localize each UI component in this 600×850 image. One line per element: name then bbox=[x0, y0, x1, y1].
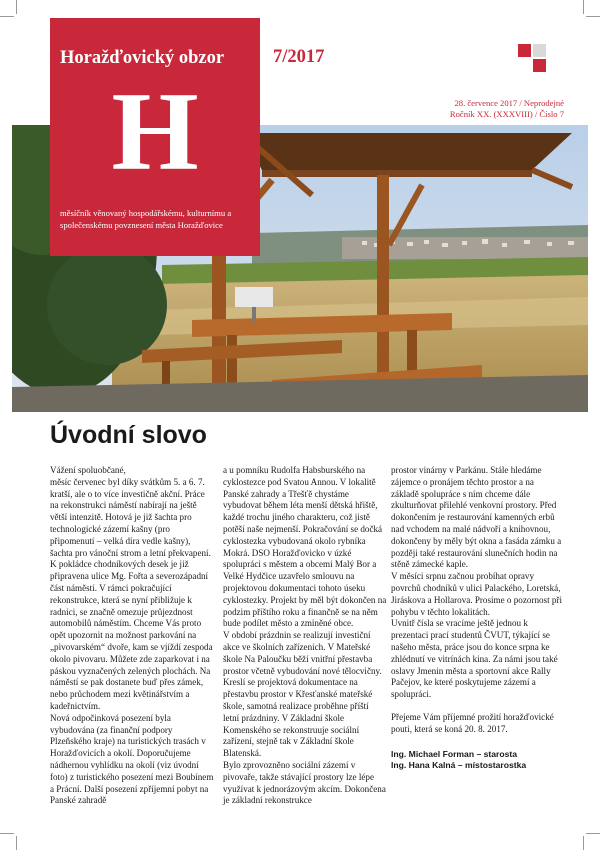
signature-mayor: Ing. Michael Forman – starosta bbox=[391, 748, 518, 759]
closing-wish: Přejeme Vám příjemné prožití horažďovické pouti, která se koná 20. 8. 2017. bbox=[391, 711, 554, 734]
crop-mark bbox=[586, 16, 600, 17]
issue-info bbox=[450, 98, 564, 120]
issue-date: 28. července 2017 / Neprodejné bbox=[454, 98, 564, 108]
signature-deputy-mayor: Ing. Hana Kalná – místostarostka bbox=[391, 759, 527, 770]
magazine-tagline: měsíčník věnovaný hospodářskému, kulturnímu a společenskému povznesení města Horažďovice bbox=[60, 208, 232, 230]
crop-mark bbox=[16, 836, 17, 850]
logo-squares-icon bbox=[518, 44, 548, 74]
article-column-2 bbox=[223, 465, 387, 807]
crop-mark bbox=[0, 833, 14, 834]
article-text: prostor vinárny v Parkánu. Stále hledáme zájemce o pronájem těchto prostor a na základě spolupráce s ním chceme dále zkulturňovat přilehlé venkovní prostory. Před dokončením je restaurování kamenných erbů nad vchodem na malé nádvoří a knihovnou, dokončeny by měly být okna a fasáda zámku a později také restaurování slunečních hodin na stěně zámecké kaple. V měsíci srpnu začnou probíhat opravy povrchů chodníků v ulici Palackého, Loretská, Jiráskova a Hollarova. Prosíme o pozornost při pohybu v těchto lokalitách. Uvnitř čísla se vracíme ještě jednou k prezentaci prací studentů ČVUT, týkající se našeho města, práce jsou do konce srpna ke zhlédnutí ve vitrínách kina. Za námi jsou také oslavy Jmenin města a sportovní akce Rally Pačejov, ke které poskytujeme zázemí a spolupráci. bbox=[391, 465, 562, 700]
crop-mark bbox=[583, 836, 584, 850]
issue-number: 7/2017 bbox=[273, 47, 325, 67]
article-title: Úvodní slovo bbox=[50, 421, 207, 449]
signatures bbox=[391, 749, 563, 771]
article-text: a u pomníku Rudolfa Habsburského na cyklostezce pod Svatou Annou. V lokalitě Panské zahrady a Třešťě chystáme vybudovat během léta menší dětská hřiště, každé trochu jiného charakteru, což jistě potěší naše nejmenší. Pokračování se dočká cyklostezka vybudovaná okolo rybníka Mokrá. DSO Horažďovicko v úzké spolupráci s městem a obcemi Malý Bor a Velké Hydčice uzavřelo smlouvu na projektovou dokumentaci tohoto úseku cyklostezky. Projekt by měl být dokončen na podzim příštího roku a finančně se na něm bude podílet město a zmíněné obce. V období prázdnin se realizují investiční akce ve školních zařízeních. V Mateřské škole Na Paloučku běží vnitřní přestavba prostor včetně vybudování nové tělocvičny. Kreslí se projektová dokumentace na přestavbu prostor v Křesťanské mateřské škole, samotná realizace proběhne příští letní prázdniny. V Základní škole Komenského se rekonstruuje sociální zařízení, stejně tak v Základní škole Blatenská. Bylo zprovozněno sociální zázemí v pivovaře, takže stávající prostory lze lépe využívat k jednorázovým akcím. Dokončena je základní rekonstrukce bbox=[223, 465, 387, 806]
article-column-3 bbox=[391, 465, 563, 771]
article-text: Vážení spoluobčané, měsíc červenec byl díky svátkům 5. a 6. 7. kratší, ale o to více investičně akční. Práce na rekonstrukci náměstí nabírají na ještě větší intenzitě. Hotová je již šachta pro technologické zázemí kašny (pro připomenutí – velká díra vedle kašny), šachta pro vánoční strom a letní překvapení. K pokládce chodníkových desek je již připravena ulice Mg. Fořta a severozápadní část náměstí. V rámci pokračující rekonstrukce, která se nyní přibližuje k radnici, se značně omezuje průjezdnost automobilů náměstím. Chceme Vás proto opět upozornit na možnost parkování na „pivovarském“ dvoře, kam se vjíždí zespoda okolo pivovaru. Můžete zde zaparkovat i na páskou vyznačených zelených plochách. Na náměstí se pak dostanete buď přes zámek, nebo průchodem mezi květinářstvím a kadeřnictvím. Nová odpočinková posezení byla vybudována (za finanční podpory Plzeňského kraje) na turistických trasách v Horažďovicích a okolí. Doporučujeme nádhernou vyhlídku na okolí (viz úvodní foto) z turistického posezení mezi Boubínem a Prácní. Další posezení zpříjemní pobyt na Panské zahradě bbox=[50, 465, 214, 806]
masthead bbox=[50, 18, 260, 256]
crop-mark bbox=[16, 0, 17, 14]
magazine-title: Horažďovický obzor bbox=[60, 48, 225, 68]
issue-volume: Ročník XX. (XXXVIII) / Číslo 7 bbox=[449, 109, 564, 119]
masthead-letter: H bbox=[111, 70, 199, 194]
crop-mark bbox=[583, 0, 584, 14]
crop-mark bbox=[586, 833, 600, 834]
article-column-1 bbox=[50, 465, 214, 807]
crop-mark bbox=[0, 16, 14, 17]
